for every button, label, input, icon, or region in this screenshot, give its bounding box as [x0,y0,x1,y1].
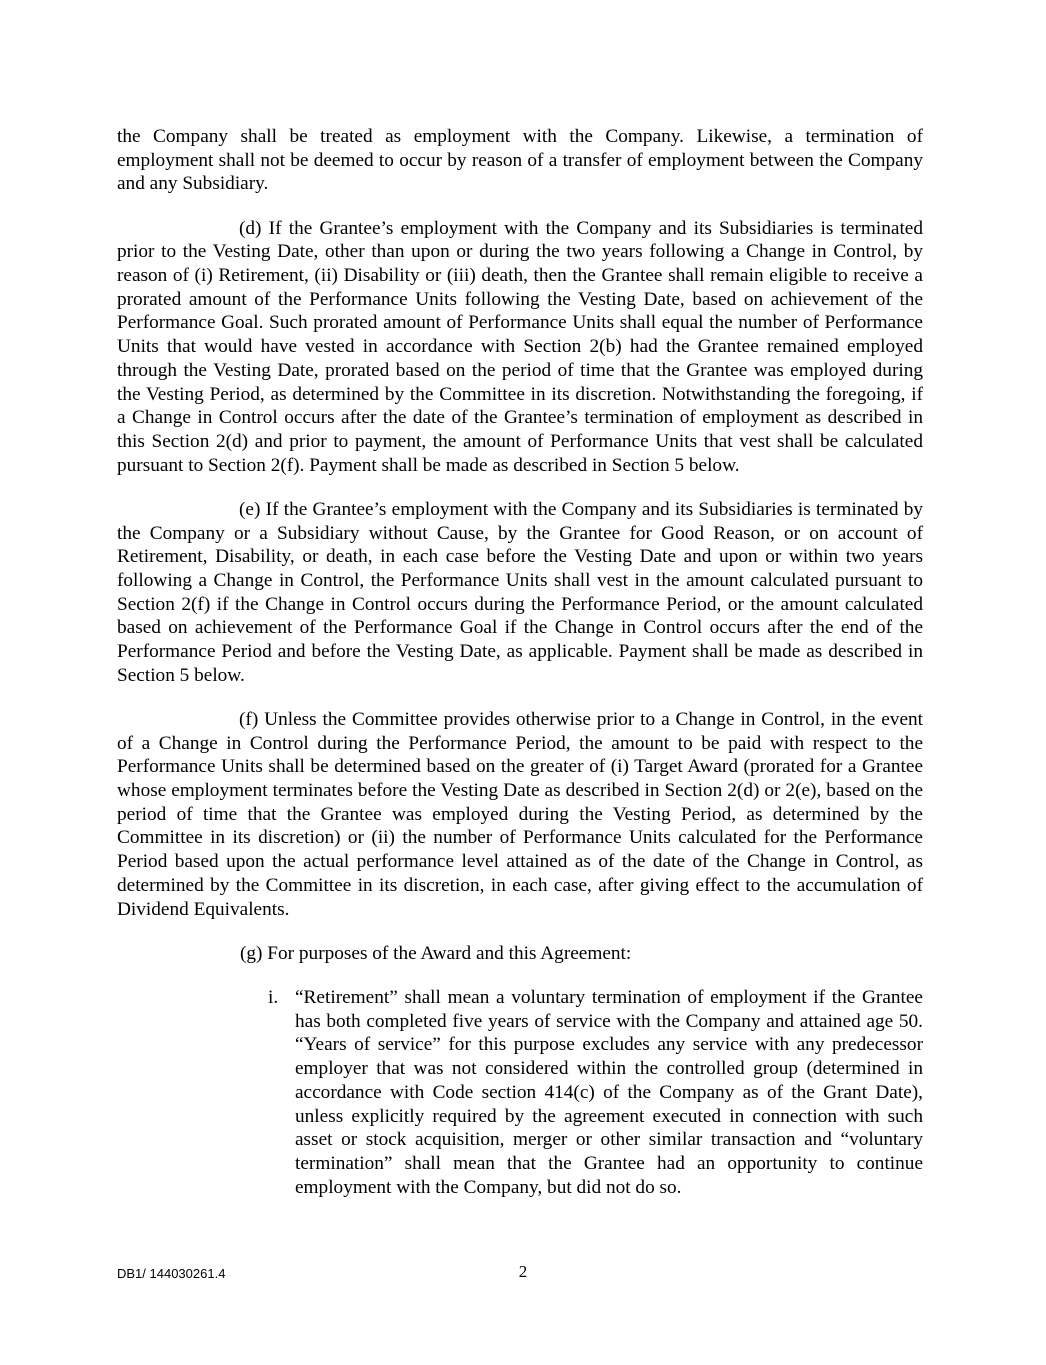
paragraph-d: (d) If the Grantee’s employment with the Company and its Subsidiaries is terminated prior to the Vesting Date, other than upon or during the two years following a Change in Control, by reason of (i) Retirement, (ii) Disability or (iii) death, then the Grantee shall remain eligible to receive a prorated amount of the Performance Units following the Vesting Date, based on achievement of the Performance Goal. Such prorated amount of Performance Units shall equal the number of Performance Units that would have vested in accordance with Section 2(b) had the Grantee remained employed through the Vesting Date, prorated based on the period of time that the Grantee was employed during the Vesting Period, as determined by the Committee in its discretion. Notwithstanding the foregoing, if a Change in Control occurs after the date of the Grantee’s termination of employment as described in this Section 2(d) and prior to payment, the amount of Performance Units that vest shall be calculated pursuant to Section 2(f). Payment shall be made as described in Section 5 below. [117,217,923,476]
list-item [117,986,923,1199]
paragraph-f: (f) Unless the Committee provides otherwise prior to a Change in Control, in the event of a Change in Control during the Performance Period, the amount to be paid with respect to the Performance Units shall be determined based on the greater of (i) Target Award (prorated for a Grantee whose employment terminates before the Vesting Date as described in Section 2(d) or 2(e), based on the period of time that the Grantee was employed during the Vesting Period, as determined by the Committee in its discretion) or (ii) the number of Performance Units calculated for the Performance Period based upon the actual performance level attained as of the date of the Change in Control, as determined by the Committee in its discretion, in each case, after giving effect to the accumulation of Dividend Equivalents. [117,708,923,920]
list-marker: i. [268,987,279,1008]
page-number: 2 [518,1262,528,1281]
document-body [117,125,923,1199]
paragraph-intro: the Company shall be treated as employment with the Company. Likewise, a termination of employment shall not be deemed to occur by reason of a transfer of employment between the Company and any Subsidiary. [117,126,923,195]
paragraph-g: (g) For purposes of the Award and this Agreement: [240,942,632,964]
footer-document-id: DB1/ 144030261.4 [117,1266,226,1281]
paragraph-e: (e) If the Grantee’s employment with the Company and its Subsidiaries is terminated by the Company or a Subsidiary without Cause, by the Grantee for Good Reason, or on account of Retirement, Disability, or death, in each case before the Vesting Date and upon or within two years following a Change in Control, the Performance Units shall vest in the amount calculated pursuant to Section 2(f) if the Change in Control occurs during the Performance Period, or the amount calculated based on achievement of the Performance Goal if the Change in Control occurs after the end of the Performance Period and before the Vesting Date, as applicable. Payment shall be made as described in Section 5 below. [117,498,923,686]
list-item-text: “Retirement” shall mean a voluntary termination of employment if the Grantee has both completed five years of service with the Company and attained age 50. “Years of service” for this purpose excludes any service with any predecessor employer that was not considered within the controlled group (determined in accordance with Code section 414(c) of the Company as of the Grant Date), unless explicitly required by the agreement executed in connection with such asset or stock acquisition, merger or other similar transaction and “voluntary termination” shall mean that the Grantee had an opportunity to continue employment with the Company, but did not do so. [295,987,923,1198]
